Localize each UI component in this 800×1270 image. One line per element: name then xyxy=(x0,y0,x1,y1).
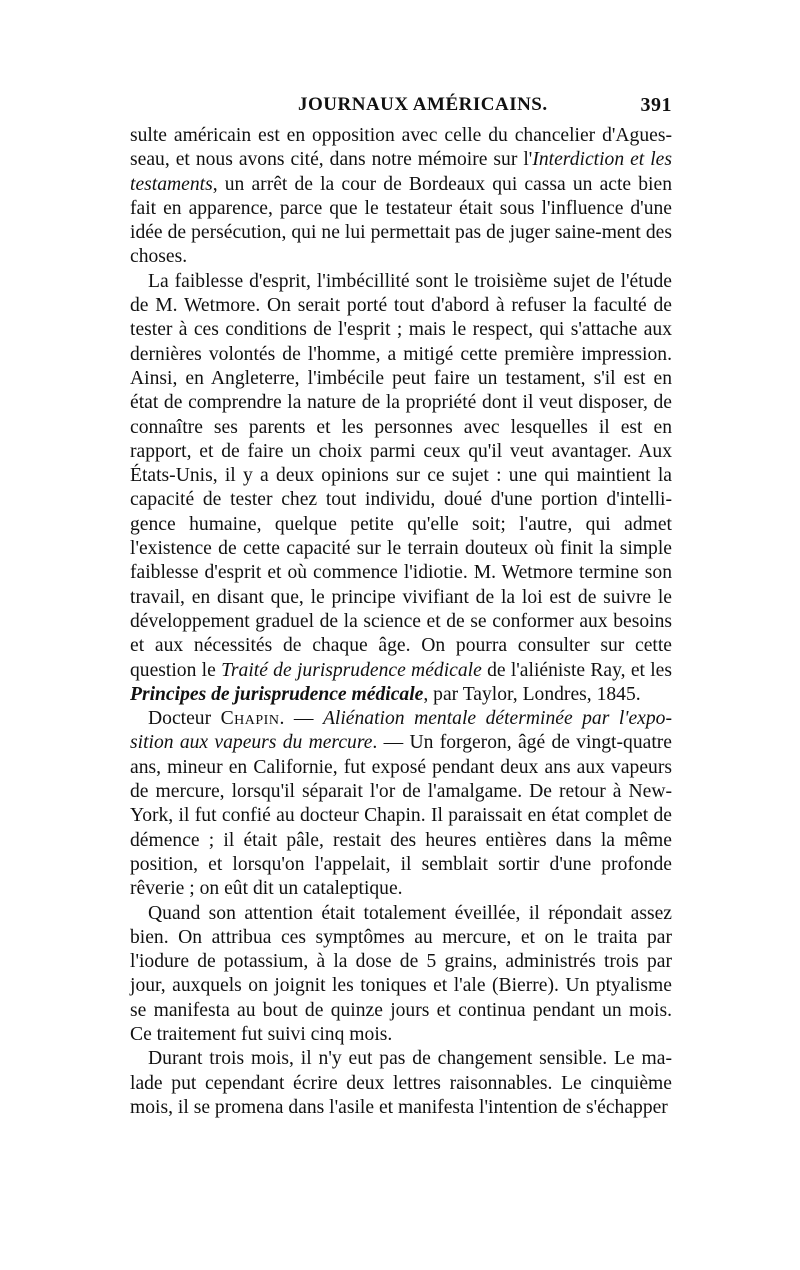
running-title: JOURNAUX AMÉRICAINS. xyxy=(298,94,548,115)
text-run: sulte américain est en opposition avec celle du chancelier d'Agues-seau, et nous avons cité, dans notre mémoire sur l' xyxy=(130,125,672,171)
paragraph-5 xyxy=(130,1047,672,1120)
paragraph-3 xyxy=(130,707,672,901)
italic-title-principes: Principes de jurisprudence médicale xyxy=(130,683,424,705)
text-run: La faiblesse d'esprit, l'imbécillité sont le troisième sujet de l'étude de M. Wetmore. On serait porté tout d'abord à refuser la faculté de tester à ces conditions de l'esprit ; mais le respect, qui s'attache aux dernières volontés de l'homme, a mitigé cette première impression. Ainsi, en Angleterre, l'imbécile peut faire un testament, s'il est en état de comprendre la nature de la propriété dont il veut disposer, de connaître ses parents et les personnes avec lesquelles il est en rapport, et de faire un choix parmi ceux qu'il veut avantager. Aux États-Unis, il y a deux opinions sur ce sujet : une qui maintient la capacité de tester chez tout individu, doué d'une portion d'intelli-gence humaine, quelque petite qu'elle soit; l'autre, qui admet l'existence de cette capacité sur le terrain douteux où finit la simple faiblesse d'esprit et où commence l'idiotie. M. Wetmore termine son travail, en disant que, le principe vivifiant de la loi est de suivre le développement graduel de la science et de se conformer aux besoins et aux nécessités de chaque âge. On pourra consulter sur cette question le xyxy=(130,270,672,681)
paragraph-4 xyxy=(130,902,672,1048)
italic-section-title: Aliénation mentale déterminée par l'expo-sition aux vapeurs du mercure xyxy=(130,708,672,754)
text-run: Durant trois mois, il n'y eut pas de changement sensible. Le ma-lade put cependant écrire deux lettres raisonnables. Le cinquième mois, il se promena dans l'asile et manifesta l'intention de s'échapper xyxy=(130,1048,672,1118)
text-run: , par Taylor, Londres, 1845. xyxy=(423,683,641,705)
book-page xyxy=(130,94,672,1120)
running-head xyxy=(130,94,672,124)
text-run: , un arrêt de la cour de Bordeaux qui cassa un acte bien fait en apparence, parce que le testateur était sous l'influence d'une idée de persécution, qui ne lui permettait pas de juger saine-ment des choses. xyxy=(130,173,672,268)
paragraph-1 xyxy=(130,124,672,270)
body-text xyxy=(130,124,672,1120)
italic-title-interdiction: Interdiction et les testaments xyxy=(130,149,672,195)
author-name-chapin: Chapin xyxy=(220,708,280,730)
text-run: Docteur xyxy=(148,708,221,730)
page-number: 391 xyxy=(640,94,672,116)
text-run: . — Un forgeron, âgé de vingt-quatre ans, mineur en Californie, fut exposé pendant deux ans aux vapeurs de mercure, lorsqu'il séparait l'or de l'amalgame. De retour à New-York, il fut confié au docteur Chapin. Il paraissait en état complet de démence ; il était pâle, restait des heures entières dans la même position, et lorsqu'on l'appelait, il semblait sortir d'une profonde rêverie ; on eût dit un cataleptique. xyxy=(130,732,672,900)
text-run: Quand son attention était totalement éveillée, il répondait assez bien. On attribua ces symptômes au mercure, et on le traita par l'iodure de potassium, à la dose de 5 grains, administrés trois par jour, auxquels on joignit les toniques et l'ale (Bierre). Un ptyalisme se manifesta au bout de quinze jours et continua pendant un mois. Ce traitement fut suivi cinq mois. xyxy=(130,902,672,1045)
text-run: de l'aliéniste Ray, et les xyxy=(481,659,673,681)
paragraph-2 xyxy=(130,270,672,707)
text-run: . — xyxy=(279,708,323,730)
italic-title-traite: Traité de jurisprudence médicale xyxy=(221,659,482,681)
